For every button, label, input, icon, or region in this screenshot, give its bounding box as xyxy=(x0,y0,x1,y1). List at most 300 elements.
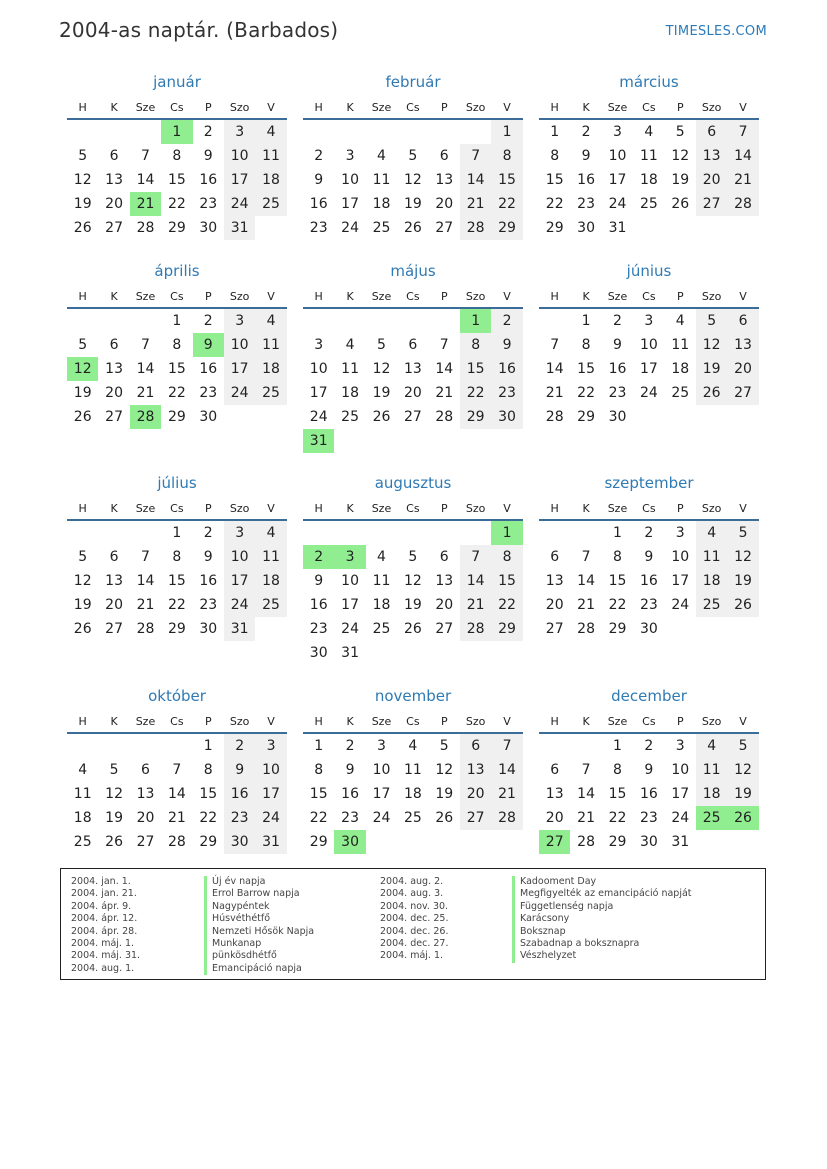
day-cell[interactable]: 25 xyxy=(639,196,658,212)
day-cell[interactable]: 1 xyxy=(203,738,213,754)
day-cell[interactable]: 30 xyxy=(577,220,595,236)
day-cell[interactable]: 29 xyxy=(309,834,328,850)
day-cell[interactable]: 10 xyxy=(224,333,255,357)
day-cell[interactable]: 3 xyxy=(224,120,255,144)
day-cell[interactable]: 6 xyxy=(696,120,727,144)
day-cell[interactable]: 7 xyxy=(550,337,560,353)
day-cell[interactable]: 30 xyxy=(639,621,658,637)
day-cell[interactable]: 1 xyxy=(613,738,622,754)
day-cell[interactable]: 1 xyxy=(172,525,182,541)
day-cell[interactable]: 19 xyxy=(372,385,391,401)
day-cell[interactable]: 3 xyxy=(675,525,685,541)
day-cell[interactable]: 5 xyxy=(78,337,88,353)
day-cell[interactable]: 1 xyxy=(550,124,560,140)
day-cell[interactable]: 19 xyxy=(105,810,123,826)
day-cell[interactable]: 29 xyxy=(491,216,522,240)
day-cell[interactable]: 22 xyxy=(491,192,522,216)
day-cell[interactable]: 12 xyxy=(727,545,758,569)
day-cell[interactable]: 28 xyxy=(435,409,454,425)
holiday-day-cell[interactable]: 26 xyxy=(727,806,758,830)
day-cell[interactable]: 7 xyxy=(491,734,522,758)
day-cell[interactable]: 26 xyxy=(73,220,92,236)
holiday-day-cell[interactable]: 21 xyxy=(130,192,161,216)
holiday-day-cell[interactable]: 9 xyxy=(193,333,224,357)
day-cell[interactable]: 14 xyxy=(136,172,155,188)
day-cell[interactable]: 15 xyxy=(167,361,186,377)
day-cell[interactable]: 27 xyxy=(696,192,727,216)
day-cell[interactable]: 28 xyxy=(545,409,564,425)
day-cell[interactable]: 12 xyxy=(105,786,123,802)
day-cell[interactable]: 1 xyxy=(581,313,591,329)
day-cell[interactable]: 7 xyxy=(460,144,491,168)
day-cell[interactable]: 3 xyxy=(224,521,255,545)
day-cell[interactable]: 20 xyxy=(105,196,123,212)
day-cell[interactable]: 5 xyxy=(408,148,418,164)
day-cell[interactable]: 13 xyxy=(105,573,123,589)
day-cell[interactable]: 7 xyxy=(141,148,150,164)
day-cell[interactable]: 29 xyxy=(608,834,627,850)
day-cell[interactable]: 7 xyxy=(439,337,449,353)
day-cell[interactable]: 11 xyxy=(671,337,690,353)
day-cell[interactable]: 31 xyxy=(608,220,627,236)
day-cell[interactable]: 8 xyxy=(550,148,560,164)
holiday-day-cell[interactable]: 25 xyxy=(696,806,727,830)
day-cell[interactable]: 2 xyxy=(345,738,355,754)
day-cell[interactable]: 20 xyxy=(696,168,727,192)
day-cell[interactable]: 21 xyxy=(460,192,491,216)
day-cell[interactable]: 15 xyxy=(460,357,491,381)
day-cell[interactable]: 20 xyxy=(105,385,123,401)
day-cell[interactable]: 15 xyxy=(199,786,218,802)
day-cell[interactable]: 28 xyxy=(491,806,522,830)
day-cell[interactable]: 5 xyxy=(109,762,119,778)
day-cell[interactable]: 23 xyxy=(639,597,658,613)
day-cell[interactable]: 30 xyxy=(639,834,658,850)
day-cell[interactable]: 30 xyxy=(199,409,218,425)
day-cell[interactable]: 26 xyxy=(435,810,454,826)
day-cell[interactable]: 17 xyxy=(608,172,627,188)
day-cell[interactable]: 9 xyxy=(224,758,255,782)
day-cell[interactable]: 22 xyxy=(167,196,186,212)
day-cell[interactable]: 8 xyxy=(203,762,213,778)
day-cell[interactable]: 4 xyxy=(255,120,286,144)
day-cell[interactable]: 10 xyxy=(224,144,255,168)
day-cell[interactable]: 27 xyxy=(105,409,123,425)
day-cell[interactable]: 8 xyxy=(314,762,324,778)
day-cell[interactable]: 20 xyxy=(545,597,564,613)
day-cell[interactable]: 18 xyxy=(341,385,359,401)
day-cell[interactable]: 22 xyxy=(608,597,627,613)
day-cell[interactable]: 18 xyxy=(255,357,286,381)
day-cell[interactable]: 14 xyxy=(577,786,595,802)
day-cell[interactable]: 23 xyxy=(199,597,218,613)
day-cell[interactable]: 3 xyxy=(675,738,685,754)
day-cell[interactable]: 25 xyxy=(255,381,286,405)
day-cell[interactable]: 17 xyxy=(372,786,391,802)
day-cell[interactable]: 18 xyxy=(639,172,658,188)
day-cell[interactable]: 31 xyxy=(671,834,690,850)
day-cell[interactable]: 12 xyxy=(727,758,758,782)
day-cell[interactable]: 25 xyxy=(73,834,92,850)
day-cell[interactable]: 29 xyxy=(545,220,564,236)
day-cell[interactable]: 3 xyxy=(613,124,622,140)
day-cell[interactable]: 1 xyxy=(613,525,622,541)
day-cell[interactable]: 20 xyxy=(435,196,454,212)
day-cell[interactable]: 12 xyxy=(403,172,422,188)
day-cell[interactable]: 23 xyxy=(224,806,255,830)
day-cell[interactable]: 13 xyxy=(435,573,454,589)
day-cell[interactable]: 11 xyxy=(255,545,286,569)
day-cell[interactable]: 2 xyxy=(203,313,213,329)
day-cell[interactable]: 26 xyxy=(671,196,690,212)
day-cell[interactable]: 4 xyxy=(408,738,418,754)
day-cell[interactable]: 6 xyxy=(439,148,449,164)
day-cell[interactable]: 27 xyxy=(105,621,123,637)
day-cell[interactable]: 9 xyxy=(203,549,213,565)
day-cell[interactable]: 9 xyxy=(581,148,591,164)
day-cell[interactable]: 21 xyxy=(167,810,186,826)
day-cell[interactable]: 7 xyxy=(460,545,491,569)
day-cell[interactable]: 27 xyxy=(105,220,123,236)
day-cell[interactable]: 27 xyxy=(435,621,454,637)
day-cell[interactable]: 10 xyxy=(341,172,359,188)
day-cell[interactable]: 22 xyxy=(460,381,491,405)
day-cell[interactable]: 29 xyxy=(491,617,522,641)
day-cell[interactable]: 30 xyxy=(491,405,522,429)
day-cell[interactable]: 25 xyxy=(372,621,391,637)
day-cell[interactable]: 15 xyxy=(167,172,186,188)
day-cell[interactable]: 16 xyxy=(224,782,255,806)
day-cell[interactable]: 1 xyxy=(491,120,522,144)
day-cell[interactable]: 11 xyxy=(639,148,658,164)
day-cell[interactable]: 21 xyxy=(136,385,155,401)
day-cell[interactable]: 4 xyxy=(78,762,88,778)
day-cell[interactable]: 21 xyxy=(545,385,564,401)
day-cell[interactable]: 7 xyxy=(727,120,758,144)
day-cell[interactable]: 8 xyxy=(172,337,182,353)
day-cell[interactable]: 28 xyxy=(167,834,186,850)
day-cell[interactable]: 18 xyxy=(372,597,391,613)
day-cell[interactable]: 9 xyxy=(644,762,654,778)
day-cell[interactable]: 17 xyxy=(639,361,658,377)
holiday-day-cell[interactable]: 30 xyxy=(334,830,365,854)
day-cell[interactable]: 22 xyxy=(199,810,218,826)
day-cell[interactable]: 1 xyxy=(314,738,324,754)
day-cell[interactable]: 6 xyxy=(550,762,560,778)
day-cell[interactable]: 19 xyxy=(727,569,758,593)
day-cell[interactable]: 5 xyxy=(727,734,758,758)
day-cell[interactable]: 18 xyxy=(255,168,286,192)
holiday-day-cell[interactable]: 12 xyxy=(67,357,98,381)
day-cell[interactable]: 20 xyxy=(727,357,758,381)
day-cell[interactable]: 19 xyxy=(73,385,92,401)
day-cell[interactable]: 15 xyxy=(608,786,627,802)
day-cell[interactable]: 9 xyxy=(613,337,622,353)
day-cell[interactable]: 13 xyxy=(403,361,422,377)
day-cell[interactable]: 13 xyxy=(105,172,123,188)
day-cell[interactable]: 25 xyxy=(255,593,286,617)
day-cell[interactable]: 26 xyxy=(696,381,727,405)
day-cell[interactable]: 5 xyxy=(377,337,386,353)
day-cell[interactable]: 5 xyxy=(408,549,418,565)
day-cell[interactable]: 3 xyxy=(255,734,286,758)
day-cell[interactable]: 28 xyxy=(577,834,595,850)
day-cell[interactable]: 24 xyxy=(671,597,690,613)
day-cell[interactable]: 15 xyxy=(309,786,328,802)
day-cell[interactable]: 24 xyxy=(224,192,255,216)
brand-link[interactable]: TIMESLES.COM xyxy=(665,24,767,39)
day-cell[interactable]: 13 xyxy=(545,786,564,802)
day-cell[interactable]: 22 xyxy=(309,810,328,826)
day-cell[interactable]: 21 xyxy=(727,168,758,192)
day-cell[interactable]: 5 xyxy=(727,521,758,545)
day-cell[interactable]: 19 xyxy=(403,196,422,212)
day-cell[interactable]: 17 xyxy=(224,168,255,192)
day-cell[interactable]: 23 xyxy=(199,385,218,401)
day-cell[interactable]: 9 xyxy=(203,148,213,164)
day-cell[interactable]: 18 xyxy=(73,810,92,826)
day-cell[interactable]: 19 xyxy=(435,786,454,802)
day-cell[interactable]: 13 xyxy=(460,758,491,782)
day-cell[interactable]: 4 xyxy=(675,313,685,329)
day-cell[interactable]: 26 xyxy=(73,409,92,425)
day-cell[interactable]: 24 xyxy=(341,621,359,637)
day-cell[interactable]: 16 xyxy=(199,172,218,188)
day-cell[interactable]: 17 xyxy=(255,782,286,806)
day-cell[interactable]: 16 xyxy=(639,573,658,589)
day-cell[interactable]: 11 xyxy=(696,545,727,569)
day-cell[interactable]: 2 xyxy=(491,309,522,333)
day-cell[interactable]: 14 xyxy=(460,569,491,593)
holiday-day-cell[interactable]: 27 xyxy=(539,830,570,854)
day-cell[interactable]: 30 xyxy=(309,645,328,661)
day-cell[interactable]: 26 xyxy=(372,409,391,425)
day-cell[interactable]: 30 xyxy=(224,830,255,854)
day-cell[interactable]: 30 xyxy=(199,621,218,637)
holiday-day-cell[interactable]: 28 xyxy=(130,405,161,429)
day-cell[interactable]: 6 xyxy=(408,337,418,353)
day-cell[interactable]: 19 xyxy=(403,597,422,613)
day-cell[interactable]: 11 xyxy=(73,786,92,802)
day-cell[interactable]: 3 xyxy=(314,337,324,353)
day-cell[interactable]: 5 xyxy=(78,148,88,164)
day-cell[interactable]: 27 xyxy=(727,381,758,405)
day-cell[interactable]: 15 xyxy=(167,573,186,589)
day-cell[interactable]: 15 xyxy=(491,569,522,593)
day-cell[interactable]: 1 xyxy=(172,313,182,329)
holiday-day-cell[interactable]: 1 xyxy=(491,521,522,545)
day-cell[interactable]: 14 xyxy=(727,144,758,168)
day-cell[interactable]: 14 xyxy=(435,361,454,377)
day-cell[interactable]: 7 xyxy=(141,337,150,353)
day-cell[interactable]: 15 xyxy=(491,168,522,192)
day-cell[interactable]: 21 xyxy=(577,810,595,826)
day-cell[interactable]: 16 xyxy=(639,786,658,802)
day-cell[interactable]: 2 xyxy=(203,525,213,541)
day-cell[interactable]: 11 xyxy=(255,333,286,357)
day-cell[interactable]: 2 xyxy=(644,738,654,754)
holiday-day-cell[interactable]: 1 xyxy=(460,309,491,333)
day-cell[interactable]: 22 xyxy=(545,196,564,212)
day-cell[interactable]: 9 xyxy=(345,762,355,778)
day-cell[interactable]: 26 xyxy=(727,593,758,617)
day-cell[interactable]: 5 xyxy=(675,124,685,140)
holiday-day-cell[interactable]: 31 xyxy=(303,429,334,453)
day-cell[interactable]: 22 xyxy=(167,385,186,401)
day-cell[interactable]: 6 xyxy=(141,762,150,778)
day-cell[interactable]: 4 xyxy=(345,337,355,353)
day-cell[interactable]: 7 xyxy=(141,549,150,565)
day-cell[interactable]: 10 xyxy=(372,762,391,778)
day-cell[interactable]: 6 xyxy=(550,549,560,565)
day-cell[interactable]: 19 xyxy=(727,782,758,806)
day-cell[interactable]: 16 xyxy=(309,196,328,212)
day-cell[interactable]: 5 xyxy=(78,549,88,565)
day-cell[interactable]: 24 xyxy=(639,385,658,401)
day-cell[interactable]: 10 xyxy=(671,762,690,778)
day-cell[interactable]: 24 xyxy=(224,593,255,617)
day-cell[interactable]: 10 xyxy=(671,549,690,565)
day-cell[interactable]: 27 xyxy=(545,621,564,637)
day-cell[interactable]: 18 xyxy=(372,196,391,212)
day-cell[interactable]: 28 xyxy=(136,220,155,236)
day-cell[interactable]: 25 xyxy=(403,810,422,826)
day-cell[interactable]: 14 xyxy=(491,758,522,782)
day-cell[interactable]: 3 xyxy=(224,309,255,333)
day-cell[interactable]: 24 xyxy=(608,196,627,212)
day-cell[interactable]: 23 xyxy=(309,220,328,236)
day-cell[interactable]: 19 xyxy=(73,597,92,613)
day-cell[interactable]: 3 xyxy=(345,148,355,164)
day-cell[interactable]: 25 xyxy=(341,409,359,425)
day-cell[interactable]: 4 xyxy=(377,549,386,565)
day-cell[interactable]: 6 xyxy=(109,148,119,164)
day-cell[interactable]: 25 xyxy=(671,385,690,401)
day-cell[interactable]: 22 xyxy=(608,810,627,826)
day-cell[interactable]: 8 xyxy=(172,549,182,565)
day-cell[interactable]: 16 xyxy=(341,786,359,802)
day-cell[interactable]: 30 xyxy=(199,220,218,236)
day-cell[interactable]: 21 xyxy=(136,597,155,613)
day-cell[interactable]: 3 xyxy=(377,738,386,754)
day-cell[interactable]: 23 xyxy=(491,381,522,405)
day-cell[interactable]: 16 xyxy=(309,597,328,613)
day-cell[interactable]: 29 xyxy=(460,405,491,429)
day-cell[interactable]: 24 xyxy=(372,810,391,826)
day-cell[interactable]: 27 xyxy=(403,409,422,425)
day-cell[interactable]: 9 xyxy=(644,549,654,565)
day-cell[interactable]: 18 xyxy=(696,569,727,593)
day-cell[interactable]: 17 xyxy=(309,385,328,401)
day-cell[interactable]: 19 xyxy=(671,172,690,188)
day-cell[interactable]: 11 xyxy=(255,144,286,168)
day-cell[interactable]: 2 xyxy=(581,124,591,140)
day-cell[interactable]: 3 xyxy=(644,313,654,329)
day-cell[interactable]: 4 xyxy=(644,124,654,140)
day-cell[interactable]: 16 xyxy=(199,361,218,377)
day-cell[interactable]: 20 xyxy=(105,597,123,613)
day-cell[interactable]: 13 xyxy=(435,172,454,188)
day-cell[interactable]: 12 xyxy=(403,573,422,589)
day-cell[interactable]: 20 xyxy=(136,810,155,826)
day-cell[interactable]: 26 xyxy=(73,621,92,637)
holiday-day-cell[interactable]: 1 xyxy=(161,120,192,144)
day-cell[interactable]: 26 xyxy=(105,834,123,850)
day-cell[interactable]: 29 xyxy=(199,834,218,850)
day-cell[interactable]: 17 xyxy=(671,786,690,802)
day-cell[interactable]: 6 xyxy=(439,549,449,565)
day-cell[interactable]: 26 xyxy=(403,621,422,637)
holiday-day-cell[interactable]: 3 xyxy=(334,545,365,569)
day-cell[interactable]: 24 xyxy=(341,220,359,236)
day-cell[interactable]: 18 xyxy=(671,361,690,377)
day-cell[interactable]: 24 xyxy=(255,806,286,830)
day-cell[interactable]: 4 xyxy=(255,309,286,333)
day-cell[interactable]: 13 xyxy=(105,361,123,377)
day-cell[interactable]: 18 xyxy=(403,786,422,802)
day-cell[interactable]: 8 xyxy=(491,545,522,569)
day-cell[interactable]: 14 xyxy=(577,573,595,589)
day-cell[interactable]: 15 xyxy=(545,172,564,188)
day-cell[interactable]: 20 xyxy=(545,810,564,826)
day-cell[interactable]: 18 xyxy=(255,569,286,593)
day-cell[interactable]: 21 xyxy=(460,593,491,617)
day-cell[interactable]: 2 xyxy=(224,734,255,758)
day-cell[interactable]: 5 xyxy=(439,738,449,754)
day-cell[interactable]: 12 xyxy=(372,361,391,377)
day-cell[interactable]: 29 xyxy=(167,409,186,425)
day-cell[interactable]: 16 xyxy=(608,361,627,377)
day-cell[interactable]: 16 xyxy=(199,573,218,589)
day-cell[interactable]: 23 xyxy=(309,621,328,637)
holiday-day-cell[interactable]: 2 xyxy=(303,545,334,569)
day-cell[interactable]: 10 xyxy=(255,758,286,782)
day-cell[interactable]: 2 xyxy=(203,124,213,140)
day-cell[interactable]: 13 xyxy=(696,144,727,168)
day-cell[interactable]: 23 xyxy=(639,810,658,826)
day-cell[interactable]: 27 xyxy=(460,806,491,830)
day-cell[interactable]: 20 xyxy=(460,782,491,806)
day-cell[interactable]: 18 xyxy=(696,782,727,806)
day-cell[interactable]: 22 xyxy=(577,385,595,401)
day-cell[interactable]: 27 xyxy=(435,220,454,236)
day-cell[interactable]: 31 xyxy=(341,645,359,661)
day-cell[interactable]: 17 xyxy=(224,569,255,593)
day-cell[interactable]: 26 xyxy=(403,220,422,236)
day-cell[interactable]: 6 xyxy=(727,309,758,333)
day-cell[interactable]: 7 xyxy=(581,549,591,565)
day-cell[interactable]: 8 xyxy=(581,337,591,353)
day-cell[interactable]: 15 xyxy=(608,573,627,589)
day-cell[interactable]: 11 xyxy=(696,758,727,782)
day-cell[interactable]: 17 xyxy=(341,196,359,212)
day-cell[interactable]: 2 xyxy=(314,148,324,164)
day-cell[interactable]: 12 xyxy=(435,762,454,778)
day-cell[interactable]: 9 xyxy=(491,333,522,357)
day-cell[interactable]: 4 xyxy=(696,734,727,758)
day-cell[interactable]: 13 xyxy=(136,786,155,802)
day-cell[interactable]: 28 xyxy=(460,617,491,641)
day-cell[interactable]: 8 xyxy=(613,762,622,778)
day-cell[interactable]: 14 xyxy=(167,786,186,802)
day-cell[interactable]: 6 xyxy=(460,734,491,758)
day-cell[interactable]: 6 xyxy=(109,549,119,565)
day-cell[interactable]: 13 xyxy=(545,573,564,589)
day-cell[interactable]: 11 xyxy=(372,172,391,188)
day-cell[interactable]: 29 xyxy=(577,409,595,425)
day-cell[interactable]: 23 xyxy=(199,196,218,212)
day-cell[interactable]: 31 xyxy=(224,216,255,240)
